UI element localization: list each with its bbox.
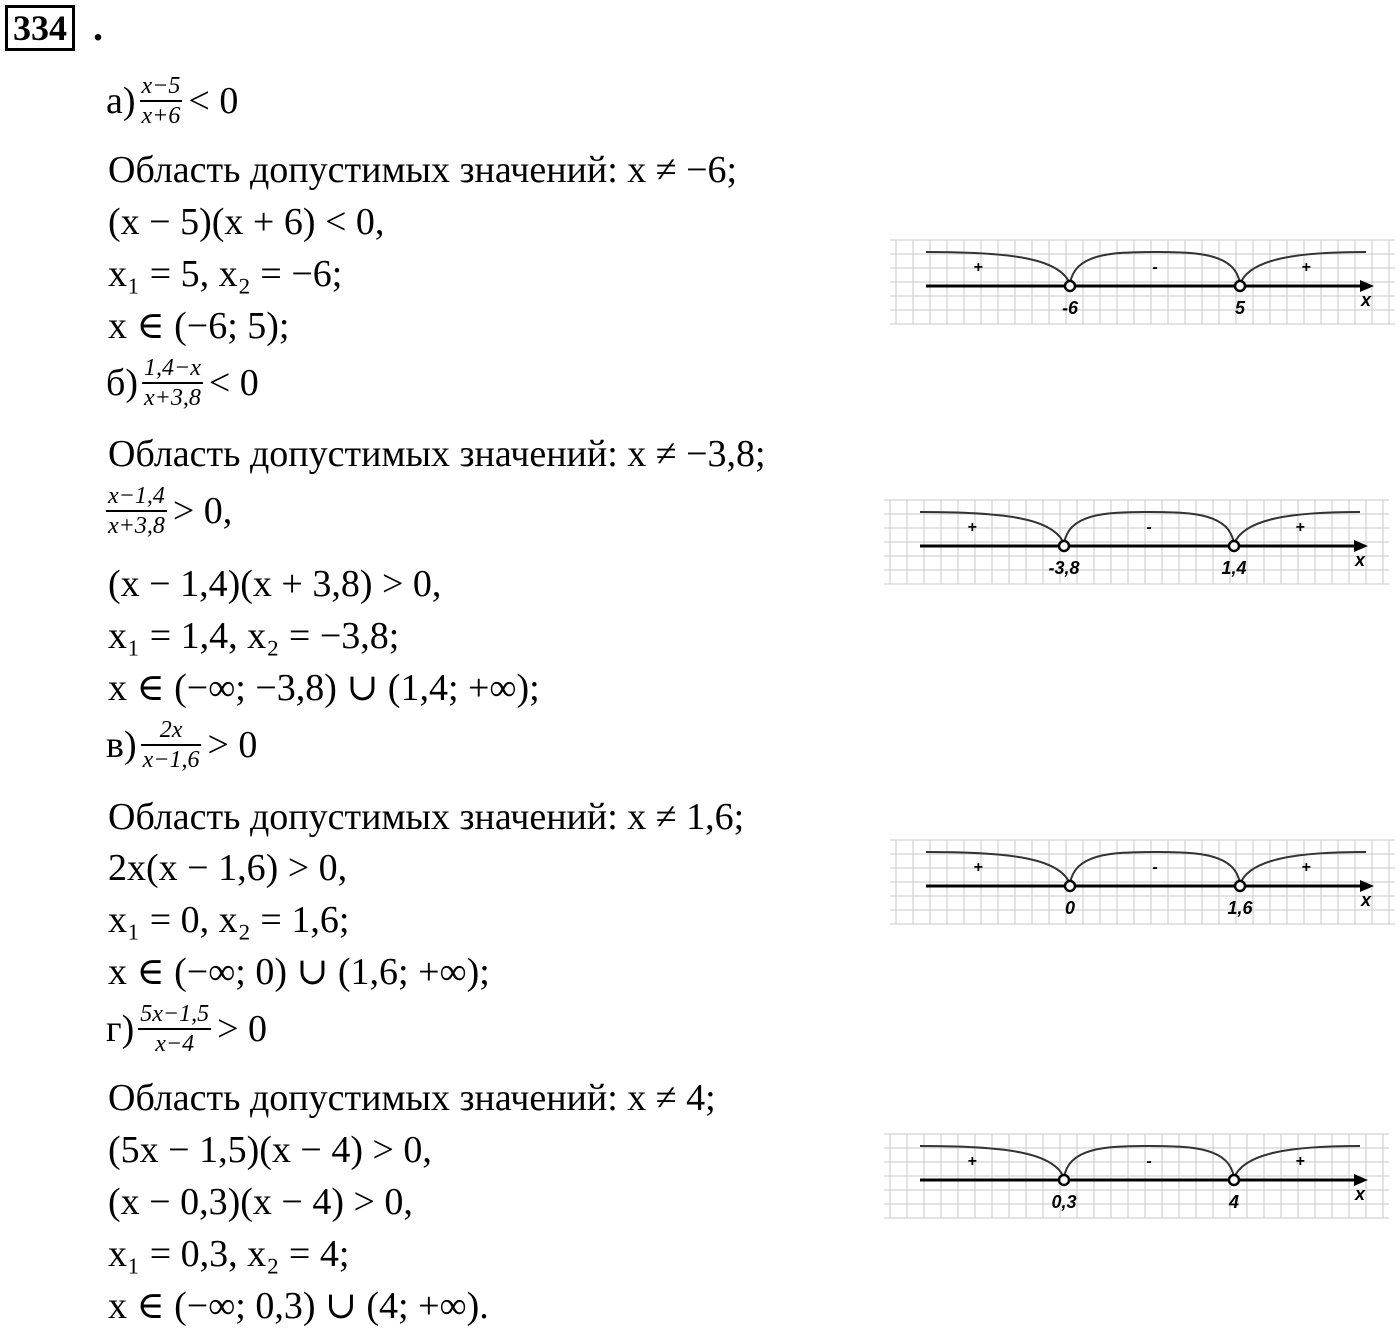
right-point-open — [1229, 541, 1239, 551]
part-a-denominator: x+6 — [141, 103, 181, 129]
interval-sign: + — [973, 259, 983, 276]
left-point-label: -6 — [1061, 298, 1079, 318]
right-point-open — [1235, 281, 1245, 291]
part-c-roots: x₁ = 0, x₂ = 1,6; — [108, 899, 350, 941]
left-point-label: 0,3 — [1051, 1192, 1077, 1212]
number-line-a — [890, 236, 1395, 333]
right-point-label: 4 — [1228, 1192, 1240, 1212]
part-c-fraction — [141, 716, 202, 774]
interval-sign: + — [967, 1153, 977, 1170]
right-point-open — [1235, 881, 1245, 891]
problem-number: 334 — [13, 8, 67, 48]
part-b-transformed — [106, 482, 232, 540]
number-line-b — [884, 496, 1389, 593]
part-d-numerator: 5x−1,5 — [140, 1001, 210, 1027]
part-b-transformed-fraction — [106, 482, 167, 540]
number-line-svg — [890, 236, 1395, 328]
interval-sign: - — [1146, 1153, 1152, 1170]
interval-sign: + — [1301, 859, 1311, 876]
left-point-open — [1065, 881, 1075, 891]
part-b-relation: < 0 — [208, 362, 259, 404]
part-a-inequality — [106, 72, 238, 130]
part-c-relation: > 0 — [207, 724, 258, 766]
problem-number-box — [5, 5, 75, 51]
part-b-fraction — [142, 354, 203, 412]
part-b-roots: x₁ = 1,4, x₂ = −3,8; — [108, 615, 400, 657]
right-point-label: 1,6 — [1227, 898, 1253, 918]
right-point-open — [1229, 1175, 1239, 1185]
part-c-answer: x ∈ (−∞; 0) ∪ (1,6; +∞); — [108, 951, 490, 993]
part-b-numerator: 1,4−x — [144, 355, 201, 381]
part-b-inequality — [106, 354, 259, 412]
part-d-answer: x ∈ (−∞; 0,3) ∪ (4; +∞). — [108, 1285, 489, 1327]
interval-sign: + — [967, 519, 977, 536]
part-d-fraction — [138, 1000, 211, 1058]
axis-variable-label: x — [1360, 890, 1372, 910]
axis-variable-label: x — [1354, 550, 1366, 570]
number-line-c — [890, 836, 1395, 933]
left-point-label: 0 — [1064, 898, 1076, 918]
part-b-transformed-numerator: x−1,4 — [108, 483, 165, 509]
part-c-denominator: x−1,6 — [142, 747, 200, 773]
part-b-label: б) — [106, 362, 138, 404]
left-point-open — [1065, 281, 1075, 291]
part-b-domain: Область допустимых значений: x ≠ −3,8; — [108, 433, 766, 475]
part-a-relation: < 0 — [188, 80, 239, 122]
part-c-numerator: 2x — [159, 717, 183, 743]
part-b-product: (x − 1,4)(x + 3,8) > 0, — [108, 563, 442, 605]
part-a-domain: Область допустимых значений: x ≠ −6; — [108, 149, 738, 191]
axis-variable-label: x — [1354, 1184, 1366, 1204]
part-d-label: г) — [106, 1008, 135, 1050]
interval-sign: - — [1152, 859, 1158, 876]
interval-sign: - — [1152, 259, 1158, 276]
interval-sign: + — [1295, 519, 1305, 536]
interval-sign: + — [973, 859, 983, 876]
part-d-relation: > 0 — [217, 1008, 268, 1050]
part-d-inequality — [106, 1000, 267, 1058]
part-a-numerator: x−5 — [141, 73, 181, 99]
part-b-transformed-relation: > 0, — [172, 490, 233, 532]
right-point-label: 1,4 — [1221, 558, 1247, 578]
interval-sign: + — [1301, 259, 1311, 276]
part-b-answer: x ∈ (−∞; −3,8) ∪ (1,4; +∞); — [108, 667, 540, 709]
part-c-label: в) — [106, 724, 137, 766]
right-point-label: 5 — [1234, 298, 1246, 318]
number-line-svg — [890, 836, 1395, 928]
part-c-inequality — [106, 716, 257, 774]
part-d-domain: Область допустимых значений: x ≠ 4; — [108, 1077, 716, 1119]
part-a-fraction — [140, 72, 183, 130]
number-line-svg — [884, 1130, 1389, 1222]
left-point-open — [1059, 1175, 1069, 1185]
part-d-roots: x₁ = 0,3, x₂ = 4; — [108, 1233, 350, 1275]
number-line-svg — [884, 496, 1389, 588]
left-point-label: -3,8 — [1048, 558, 1080, 578]
interval-sign: - — [1146, 519, 1152, 536]
number-line-d — [884, 1130, 1389, 1227]
part-d-product: (5x − 1,5)(x − 4) > 0, — [108, 1129, 432, 1171]
interval-sign: + — [1295, 1153, 1305, 1170]
part-c-product: 2x(x − 1,6) > 0, — [108, 847, 348, 889]
part-d-denominator: x−4 — [155, 1031, 195, 1057]
part-a-label: а) — [106, 80, 136, 122]
axis-variable-label: x — [1360, 290, 1372, 310]
part-a-answer: x ∈ (−6; 5); — [108, 305, 290, 347]
part-c-domain: Область допустимых значений: x ≠ 1,6; — [108, 796, 745, 838]
part-a-roots: x₁ = 5, x₂ = −6; — [108, 253, 343, 295]
part-d-product-simplified: (x − 0,3)(x − 4) > 0, — [108, 1181, 413, 1223]
part-a-product: (x − 5)(x + 6) < 0, — [108, 201, 385, 243]
part-b-transformed-denominator: x+3,8 — [108, 513, 165, 539]
part-b-denominator: x+3,8 — [144, 385, 201, 411]
problem-number-dot: . — [93, 4, 103, 49]
left-point-open — [1059, 541, 1069, 551]
